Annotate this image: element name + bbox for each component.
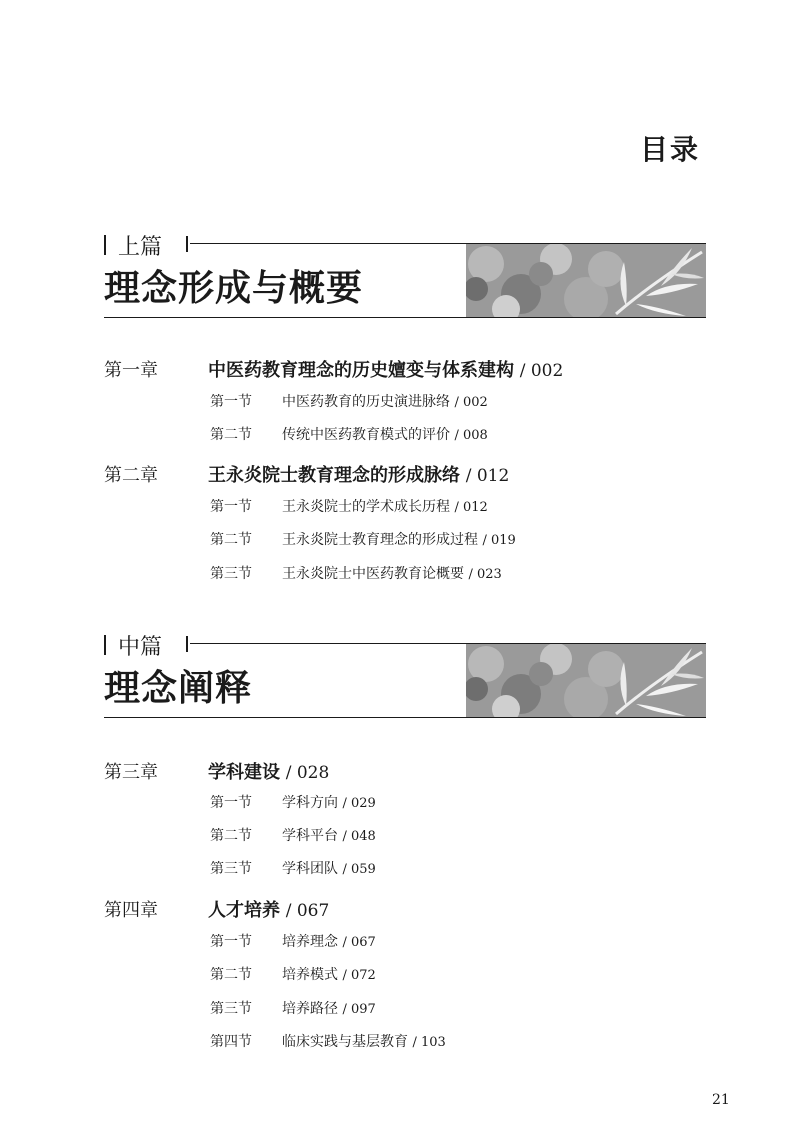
section-entry: 第一节 培养理念 / 067 [210,934,376,950]
part-header-middle [104,632,706,722]
bamboo-leaves-image [466,644,706,717]
page-number: 21 [712,1092,730,1108]
part-label-left-bar [104,635,106,655]
section-entry: 第三节 学科团队 / 059 [210,861,376,877]
part-heading: 理念阐释 [104,668,253,709]
chapter-entry: 第二章 王永炎院士教育理念的形成脉络 / 012 [104,465,510,486]
part-header-upper [104,232,706,322]
part-label: 上篇 [118,235,163,260]
part-bottom-rule [104,717,706,718]
chapter-entry: 第四章 人才培养 / 067 [104,900,330,921]
section-entry: 第三节 王永炎院士中医药教育论概要 / 023 [210,566,502,582]
section-entry: 第二节 培养模式 / 072 [210,967,376,983]
part-label: 中篇 [118,635,163,660]
section-entry: 第三节 培养路径 / 097 [210,1001,376,1017]
toc-title: 目录 [640,133,701,166]
chapter-entry: 第三章 学科建设 / 028 [104,762,330,783]
section-entry: 第四节 临床实践与基层教育 / 103 [210,1034,446,1050]
part-label-right-bar [186,636,188,652]
bamboo-leaves-image [466,244,706,317]
section-entry: 第一节 王永炎院士的学术成长历程 / 012 [210,499,488,515]
section-entry: 第一节 学科方向 / 029 [210,795,376,811]
section-entry: 第二节 学科平台 / 048 [210,828,376,844]
section-entry: 第一节 中医药教育的历史演进脉络 / 002 [210,394,488,410]
part-label-right-bar [186,236,188,252]
chapter-entry: 第一章 中医药教育理念的历史嬗变与体系建构 / 002 [104,360,564,381]
part-label-left-bar [104,235,106,255]
section-entry: 第二节 传统中医药教育模式的评价 / 008 [210,427,488,443]
part-bottom-rule [104,317,706,318]
part-heading: 理念形成与概要 [104,268,364,309]
section-entry: 第二节 王永炎院士教育理念的形成过程 / 019 [210,532,516,548]
